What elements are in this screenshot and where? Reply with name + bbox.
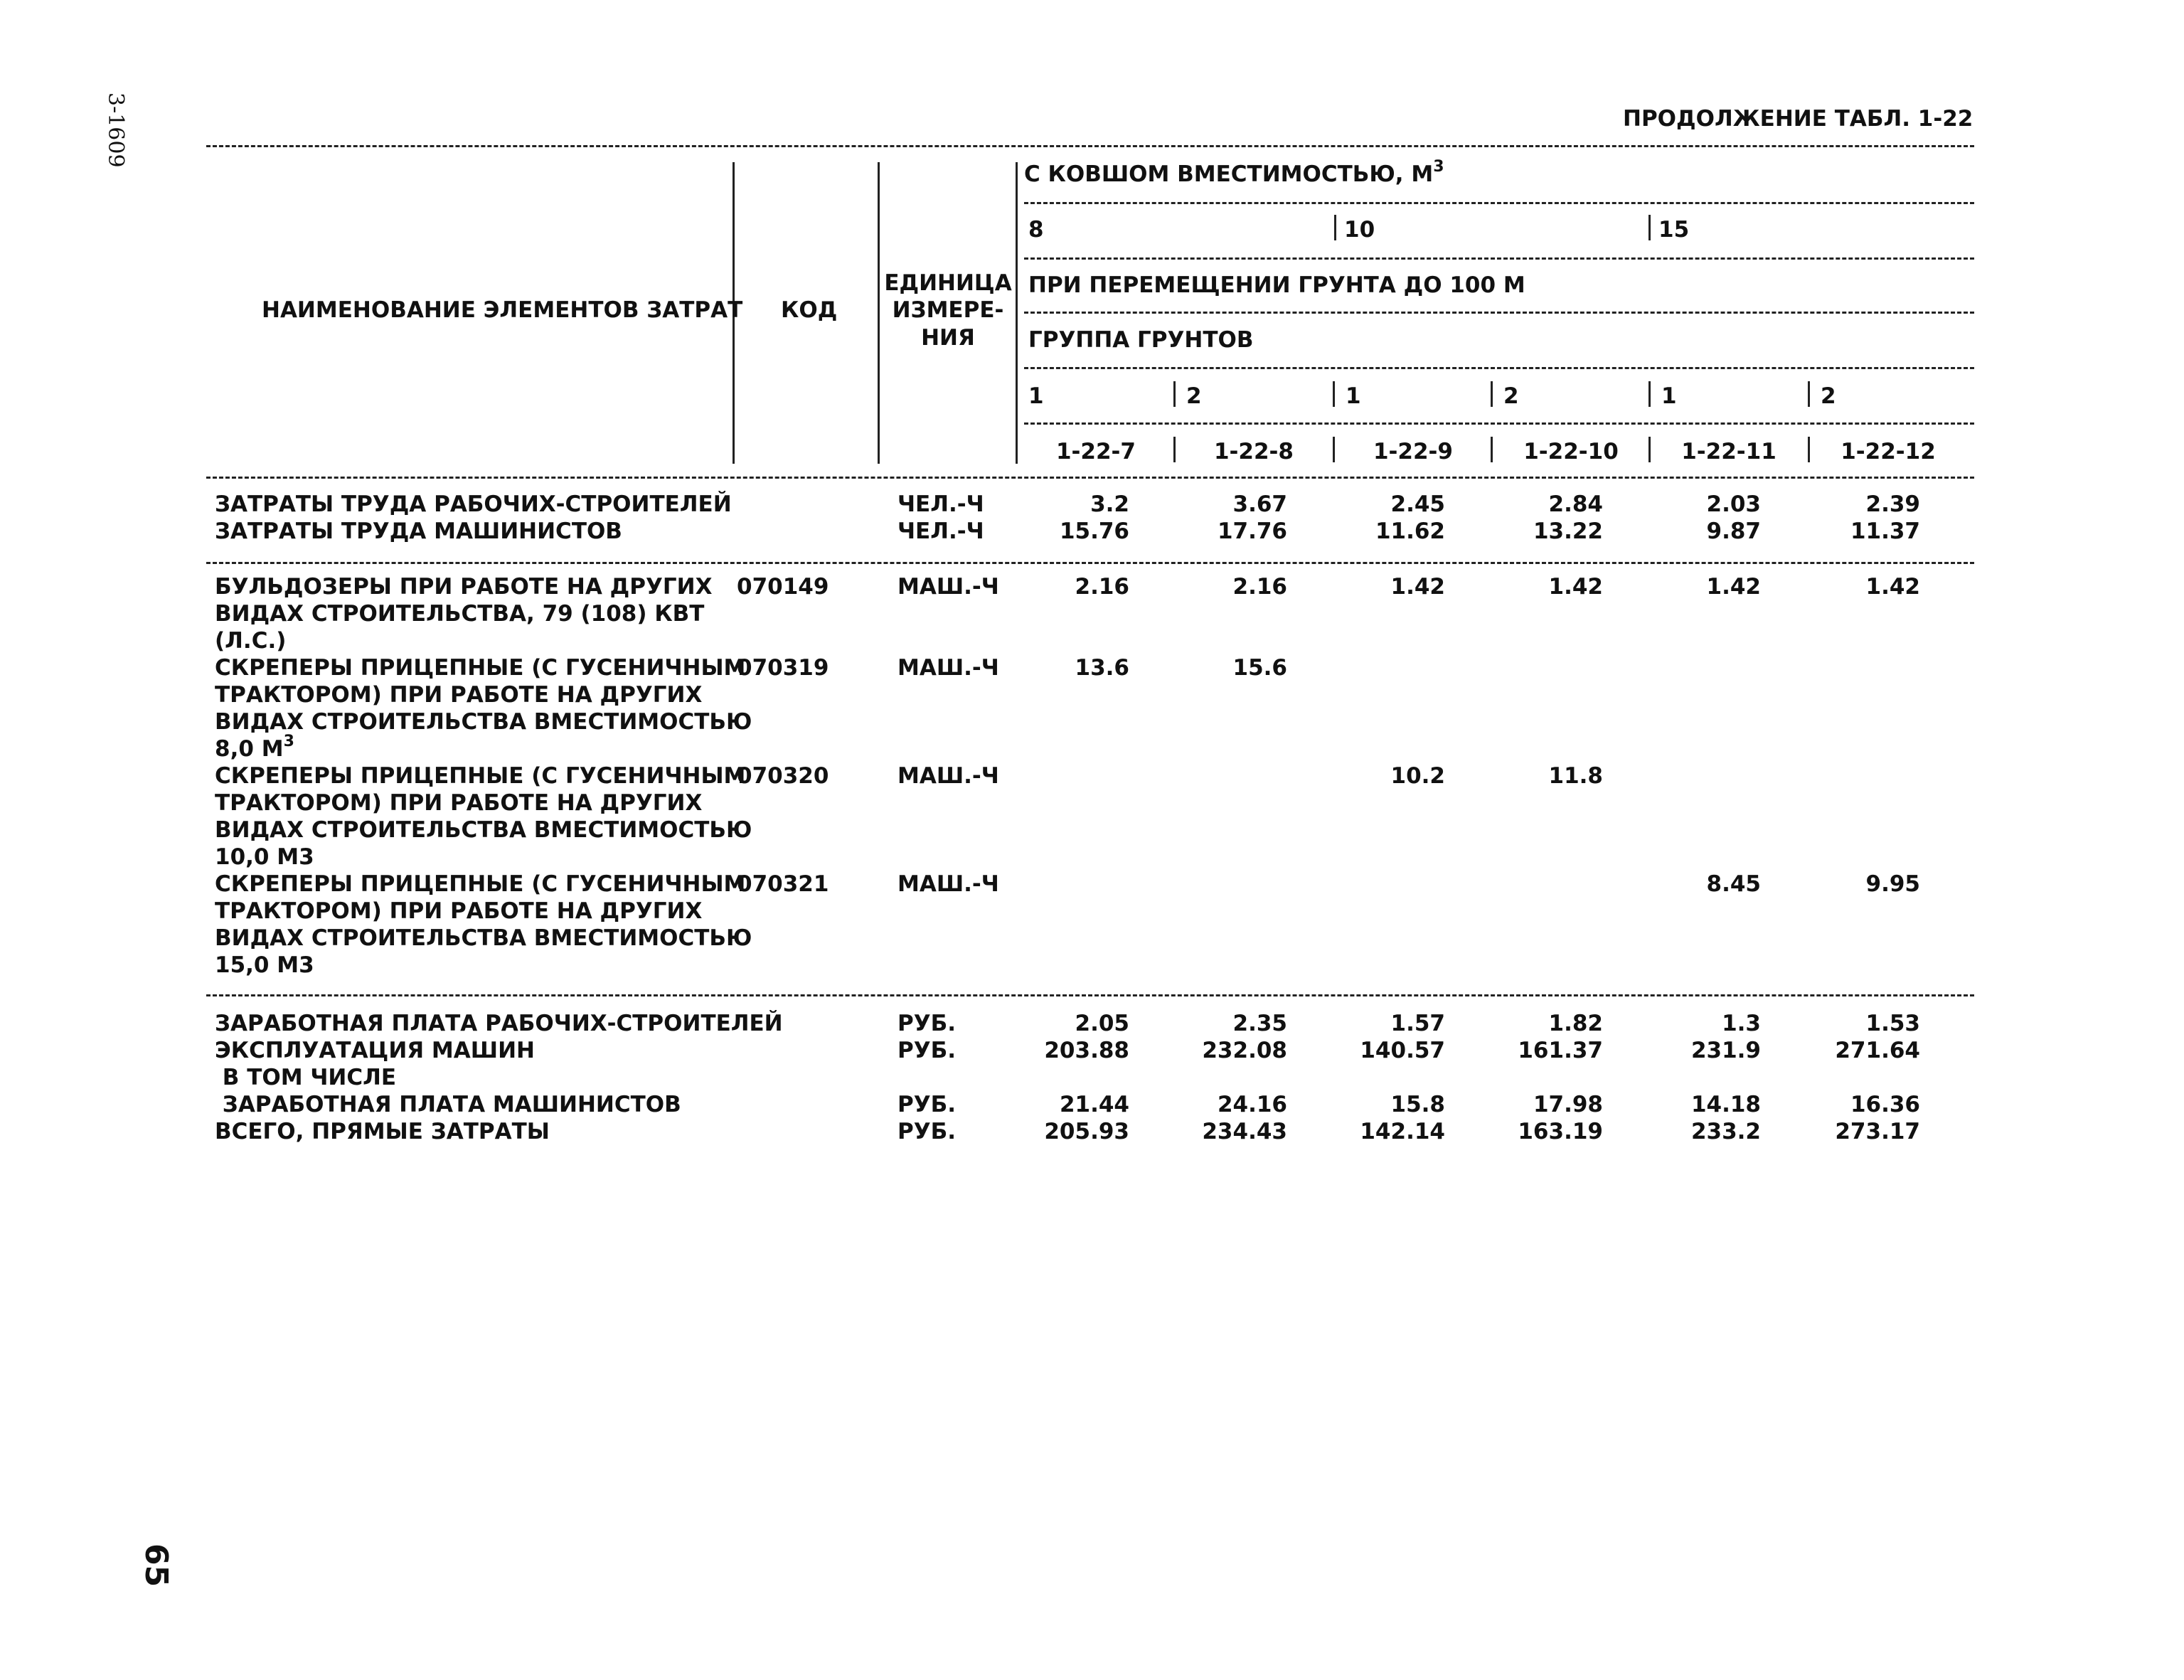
value-cell: 3.67 xyxy=(1232,491,1287,517)
row-name-line: ТРАКТОРОМ) ПРИ РАБОТЕ НА ДРУГИХ xyxy=(215,682,703,708)
row-name-line: ТРАКТОРОМ) ПРИ РАБОТЕ НА ДРУГИХ xyxy=(215,898,703,924)
row-name-line: СКРЕПЕРЫ ПРИЦЕПНЫЕ (С ГУСЕНИЧНЫМ xyxy=(215,871,746,897)
row-name-line: (Л.С.) xyxy=(215,628,287,654)
group-separator xyxy=(1648,381,1651,407)
soil-group-3: 1 xyxy=(1346,383,1361,409)
group-separator xyxy=(1491,381,1493,407)
value-cell: 232.08 xyxy=(1202,1038,1287,1063)
value-cell: 16.36 xyxy=(1850,1092,1920,1117)
row-name-line: ВИДАХ СТРОИТЕЛЬСТВА ВМЕСТИМОСТЬЮ xyxy=(215,709,752,735)
capacity-8: 8 xyxy=(1028,217,1044,243)
section1-bottom-rule xyxy=(206,562,1974,564)
value-cell: 8.45 xyxy=(1706,871,1761,897)
value-cell: 2.16 xyxy=(1232,574,1287,600)
row-unit: РУБ. xyxy=(897,1092,957,1117)
value-cell: 1.57 xyxy=(1390,1011,1445,1036)
value-cell: 9.87 xyxy=(1706,519,1761,544)
row-code: 070320 xyxy=(737,763,829,789)
value-cell: 15.6 xyxy=(1232,655,1287,681)
value-cell: 2.16 xyxy=(1075,574,1129,600)
value-cell: 140.57 xyxy=(1360,1038,1445,1063)
cubic-superscript: 3 xyxy=(1433,158,1444,176)
value-cell: 2.39 xyxy=(1865,491,1920,517)
page-number: 65 xyxy=(138,1543,174,1588)
row-unit: РУБ. xyxy=(897,1038,957,1063)
rate-code-2: 1-22-8 xyxy=(1213,439,1294,464)
row-name-line: БУЛЬДОЗЕРЫ ПРИ РАБОТЕ НА ДРУГИХ xyxy=(215,574,713,600)
row-name-line: ВИДАХ СТРОИТЕЛЬСТВА, 79 (108) КВТ xyxy=(215,601,705,627)
value-cell: 10.2 xyxy=(1390,763,1445,789)
value-cell: 15.8 xyxy=(1390,1092,1445,1117)
value-cell: 142.14 xyxy=(1360,1119,1445,1144)
row-name: ЗАРАБОТНАЯ ПЛАТА РАБОЧИХ-СТРОИТЕЛЕЙ xyxy=(215,1011,783,1036)
rule-after-soil-group xyxy=(1024,367,1974,369)
value-cell: 1.42 xyxy=(1706,574,1761,600)
value-cell: 1.82 xyxy=(1548,1011,1603,1036)
code-separator xyxy=(1173,437,1176,462)
row-name: ЗАРАБОТНАЯ ПЛАТА МАШИНИСТОВ xyxy=(215,1092,681,1117)
code-separator xyxy=(1808,437,1810,462)
row-code: 070319 xyxy=(737,655,829,681)
row-name: ВСЕГО, ПРЯМЫЕ ЗАТРАТЫ xyxy=(215,1119,550,1144)
value-cell: 1.42 xyxy=(1865,574,1920,600)
soil-group-6: 2 xyxy=(1821,383,1836,409)
row-name-line: СКРЕПЕРЫ ПРИЦЕПНЫЕ (С ГУСЕНИЧНЫМ xyxy=(215,655,746,681)
value-cell: 1.3 xyxy=(1722,1011,1761,1036)
row-name-line: 8,0 $М^3$ xyxy=(215,733,294,762)
code-separator xyxy=(1491,437,1493,462)
value-cell: 11.8 xyxy=(1548,763,1603,789)
value-cell: 163.19 xyxy=(1518,1119,1603,1144)
header-distance: ПРИ ПЕРЕМЕЩЕНИИ ГРУНТА ДО 100 М xyxy=(1028,272,1525,298)
value-cell: 233.2 xyxy=(1690,1119,1761,1144)
group-separator xyxy=(1333,381,1335,407)
header-top-rule xyxy=(206,145,1974,147)
value-cell: 2.35 xyxy=(1232,1011,1287,1036)
capacity-10: 10 xyxy=(1344,217,1375,243)
header-name-label: НАИМЕНОВАНИЕ ЭЛЕМЕНТОВ ЗАТРАТ xyxy=(262,297,743,323)
rate-code-4: 1-22-10 xyxy=(1523,439,1619,464)
value-cell: 2.45 xyxy=(1390,491,1445,517)
capacity-15: 15 xyxy=(1658,217,1690,243)
code-separator xyxy=(1648,437,1651,462)
value-cell: 14.18 xyxy=(1690,1092,1761,1117)
row-code: 070321 xyxy=(737,871,829,897)
row-name-line: 15,0 М3 xyxy=(215,952,314,978)
value-cell: 205.93 xyxy=(1044,1119,1129,1144)
row-name: ЭКСПЛУАТАЦИЯ МАШИН xyxy=(215,1038,535,1063)
soil-group-1: 1 xyxy=(1028,383,1044,409)
row-unit: МАШ.-Ч xyxy=(897,655,999,681)
value-cell: 1.42 xyxy=(1390,574,1445,600)
row-name: ЗАТРАТЫ ТРУДА РАБОЧИХ-СТРОИТЕЛЕЙ xyxy=(215,491,732,517)
rule-after-bucket xyxy=(1024,202,1974,204)
row-unit: ЧЕЛ.-Ч xyxy=(897,519,984,544)
value-cell: 24.16 xyxy=(1217,1092,1287,1117)
value-cell: 11.62 xyxy=(1375,519,1445,544)
row-unit: РУБ. xyxy=(897,1011,957,1036)
value-cell: 234.43 xyxy=(1202,1119,1287,1144)
value-cell: 1.42 xyxy=(1548,574,1603,600)
row-code: 070149 xyxy=(737,574,829,600)
value-cell: 231.9 xyxy=(1690,1038,1761,1063)
separator-unit-values xyxy=(1016,162,1018,464)
rate-code-5: 1-22-11 xyxy=(1681,439,1777,464)
row-unit: МАШ.-Ч xyxy=(897,574,999,600)
header-unit-line2: ИЗМЕРЕ- xyxy=(892,297,1004,323)
cap-sep-2 xyxy=(1648,215,1651,240)
rate-code-6: 1-22-12 xyxy=(1841,439,1936,464)
rule-after-groups xyxy=(1024,422,1974,425)
table-title: ПРОДОЛЖЕНИЕ ТАБЛ. 1-22 xyxy=(1623,106,1973,132)
rate-code-1: 1-22-7 xyxy=(1055,439,1136,464)
row-unit: ЧЕЛ.-Ч xyxy=(897,491,984,517)
rule-after-distance xyxy=(1024,312,1974,314)
row-name-line: СКРЕПЕРЫ ПРИЦЕПНЫЕ (С ГУСЕНИЧНЫМ xyxy=(215,763,746,789)
group-separator xyxy=(1173,381,1176,407)
header-soil-group: ГРУППА ГРУНТОВ xyxy=(1028,327,1254,353)
group-separator xyxy=(1808,381,1810,407)
value-cell: 2.84 xyxy=(1548,491,1603,517)
cap-sep-1 xyxy=(1334,215,1336,240)
rule-after-capacity xyxy=(1024,257,1974,260)
section2-bottom-rule xyxy=(206,994,1974,996)
value-cell: 3.2 xyxy=(1090,491,1129,517)
row-name-line: ВИДАХ СТРОИТЕЛЬСТВА ВМЕСТИМОСТЬЮ xyxy=(215,817,752,843)
separator-code-unit xyxy=(878,162,880,464)
soil-group-4: 2 xyxy=(1503,383,1519,409)
header-unit-line3: НИЯ xyxy=(921,325,975,351)
value-cell: 21.44 xyxy=(1059,1092,1129,1117)
value-cell: 11.37 xyxy=(1850,519,1920,544)
row-unit: МАШ.-Ч xyxy=(897,763,999,789)
value-cell: 203.88 xyxy=(1044,1038,1129,1063)
row-name-line: ВИДАХ СТРОИТЕЛЬСТВА ВМЕСТИМОСТЬЮ xyxy=(215,925,752,951)
value-cell: 273.17 xyxy=(1835,1119,1920,1144)
soil-group-2: 2 xyxy=(1186,383,1202,409)
value-cell: 161.37 xyxy=(1518,1038,1603,1063)
value-cell: 271.64 xyxy=(1835,1038,1920,1063)
value-cell: 17.76 xyxy=(1217,519,1287,544)
soil-group-5: 1 xyxy=(1661,383,1677,409)
header-unit-line1: ЕДИНИЦА xyxy=(884,270,1012,296)
value-cell: 2.03 xyxy=(1706,491,1761,517)
row-name-line: ТРАКТОРОМ) ПРИ РАБОТЕ НА ДРУГИХ xyxy=(215,790,703,816)
rate-code-3: 1-22-9 xyxy=(1373,439,1453,464)
value-cell: 1.53 xyxy=(1865,1011,1920,1036)
header-code-label: КОД xyxy=(781,297,838,323)
row-name: В ТОМ ЧИСЛЕ xyxy=(215,1065,397,1090)
row-name: ЗАТРАТЫ ТРУДА МАШИНИСТОВ xyxy=(215,519,622,544)
header-bucket-title: С КОВШОМ ВМЕСТИМОСТЬЮ, $М^3$ xyxy=(1024,158,1444,187)
value-cell: 2.05 xyxy=(1075,1011,1129,1036)
value-cell: 15.76 xyxy=(1059,519,1129,544)
value-cell: 13.6 xyxy=(1075,655,1129,681)
value-cell: 9.95 xyxy=(1865,871,1920,897)
row-name-line: 10,0 М3 xyxy=(215,844,314,870)
cubic-superscript: 3 xyxy=(283,733,294,750)
value-cell: 13.22 xyxy=(1533,519,1603,544)
header-bottom-rule xyxy=(206,477,1974,479)
margin-document-code: 3-1609 xyxy=(103,92,128,168)
row-unit: МАШ.-Ч xyxy=(897,871,999,897)
code-separator xyxy=(1333,437,1335,462)
row-unit: РУБ. xyxy=(897,1119,957,1144)
value-cell: 17.98 xyxy=(1533,1092,1603,1117)
